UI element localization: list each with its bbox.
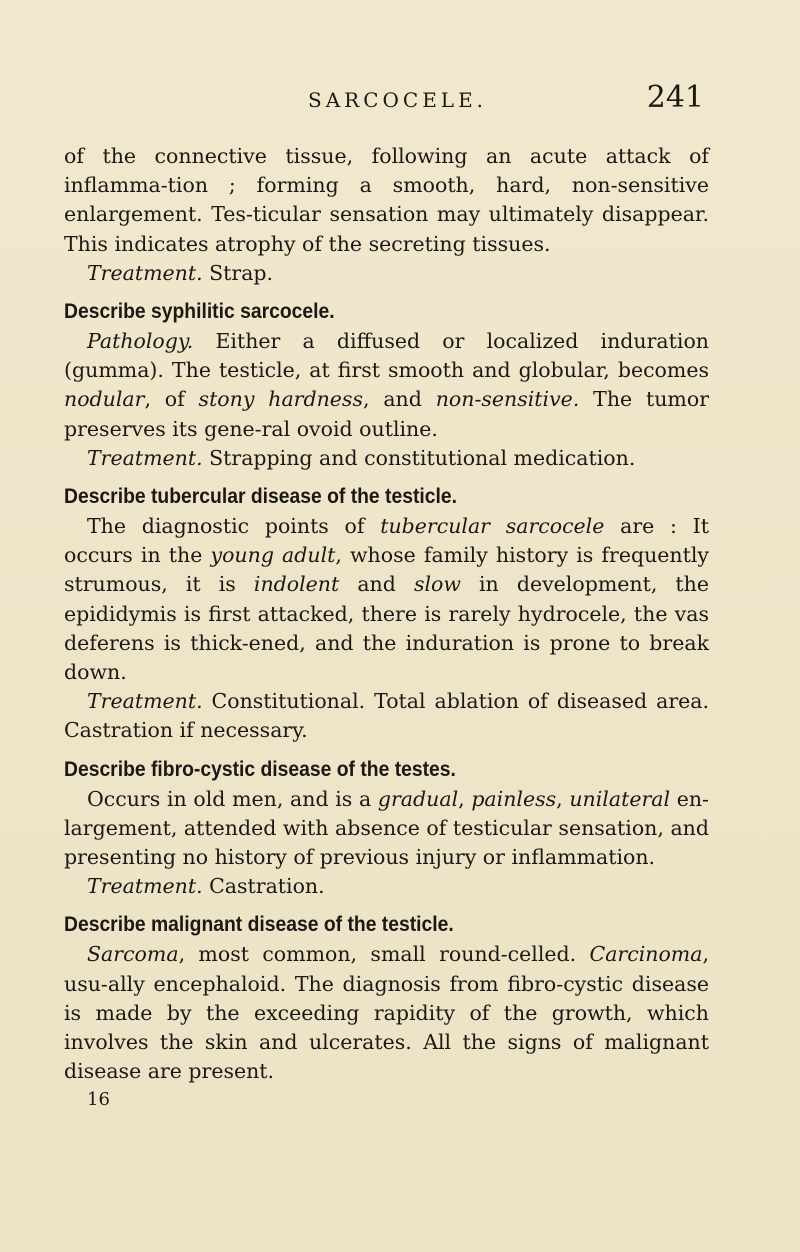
treatment-label: Treatment.: [87, 445, 203, 470]
emphasis: painless: [471, 786, 557, 811]
page-body: [64, 142, 709, 1114]
text-run: Either a diffused or localized induration (gumma). The testicle, at first smooth and globular, becomes: [64, 329, 709, 383]
text-run: The diagnostic points of: [87, 514, 381, 539]
text-run: in development, the epididymis is first attacked, there is rarely hydrocele, the vas deferens is thick-ened, and the induration is prone to break down.: [64, 572, 709, 685]
text-run: ,: [458, 786, 472, 811]
emphasis: nodular: [64, 387, 145, 412]
emphasis: young adult: [210, 543, 336, 568]
fibrocystic-paragraph: [64, 785, 709, 873]
emphasis: Carcinoma: [589, 942, 703, 967]
section-heading-syphilitic: Describe syphilitic sarcocele.: [64, 300, 335, 324]
running-title: SARCOCELE.: [308, 88, 488, 112]
emphasis: non-sensitive.: [435, 387, 580, 412]
section-heading-fibrocystic: Describe fibro-cystic disease of the testes.: [64, 757, 456, 781]
section-heading-malignant: Describe malignant disease of the testicle.: [64, 913, 454, 937]
text-run: , and: [362, 387, 436, 412]
text-run: , whose family history is frequently strumous, it is: [64, 543, 709, 597]
text-run: , usu-ally encephaloid. The diagnosis from fibro-cystic disease is made by the exceeding rapidity of the growth, which involves the skin and ulcerates. All the signs of malignant disease are present.: [64, 942, 709, 1084]
intro-text: of the connective tissue, following an acute attack of inflamma-tion ; forming a smooth, hard, non-sensitive enlargement. Tes-ticular sensation may ultimately disappear. This indicates atrophy of the secreting tissues.: [64, 144, 709, 256]
treatment-label: Treatment.: [87, 260, 203, 285]
malignant-paragraph: [64, 940, 709, 1086]
emphasis: unilateral: [569, 786, 671, 811]
emphasis: stony hardness: [198, 387, 363, 412]
text-run: and: [339, 572, 414, 597]
text-run: The tumor preserves its gene-ral ovoid outline.: [64, 387, 710, 441]
treatment-text: Strapping and constitutional medication.: [202, 445, 636, 470]
page-header: [64, 80, 704, 124]
tubercular-treatment: [64, 687, 709, 745]
emphasis: indolent: [253, 572, 340, 597]
syphilitic-treatment: [64, 444, 709, 473]
text-run: , of: [144, 387, 199, 412]
intro-paragraph: [64, 142, 709, 259]
signature-mark: 16: [87, 1089, 110, 1111]
treatment-text: Constitutional. Total ablation of diseased area. Castration if necessary.: [64, 689, 709, 743]
text-run: are : It occurs in the: [64, 514, 709, 568]
fibrocystic-treatment: [64, 872, 709, 901]
intro-treatment: [64, 259, 709, 288]
syphilitic-pathology: [64, 327, 709, 444]
text-run: Occurs in old men, and is a: [87, 786, 378, 811]
emphasis: Sarcoma: [87, 942, 179, 967]
text-run: ,: [556, 786, 570, 811]
emphasis: slow: [413, 572, 461, 597]
tubercular-paragraph: [64, 512, 709, 687]
pathology-label: Pathology.: [87, 329, 194, 354]
emphasis: gradual: [377, 786, 459, 811]
page-number: 241: [646, 80, 704, 115]
text-run: en-largement, attended with absence of testicular sensation, and presenting no history of previous injury or inflammation.: [64, 786, 709, 870]
treatment-text: Castration.: [202, 874, 325, 899]
treatment-text: Strap.: [202, 260, 274, 285]
emphasis: tubercular sarcocele: [380, 514, 605, 539]
treatment-label: Treatment.: [87, 874, 203, 899]
section-heading-tubercular: Describe tubercular disease of the testicle.: [64, 485, 457, 509]
treatment-label: Treatment.: [87, 689, 203, 714]
text-run: , most common, small round-celled.: [178, 942, 590, 967]
